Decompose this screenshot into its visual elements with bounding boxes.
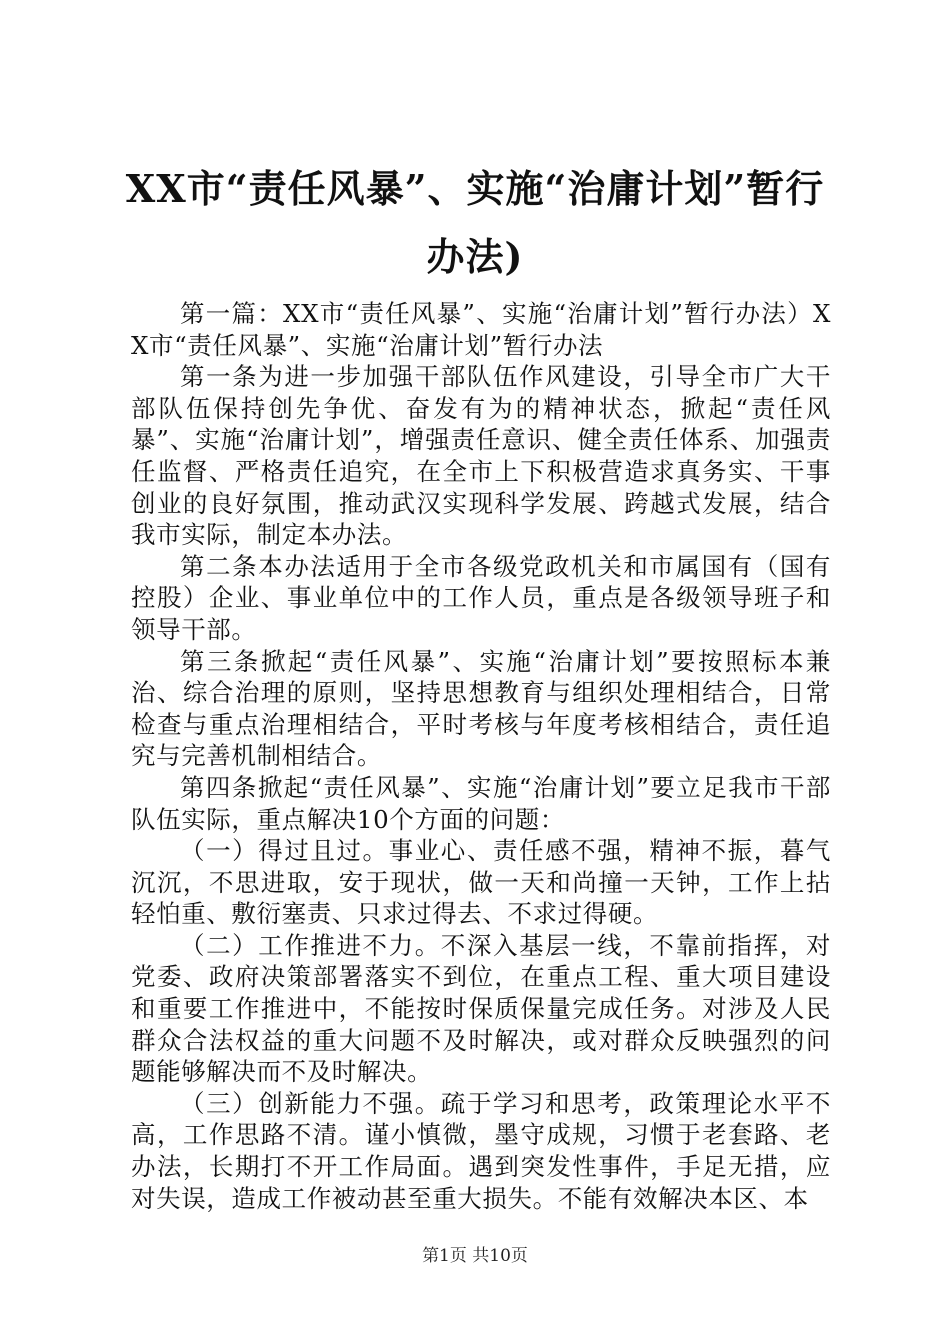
- paragraph-item-1: （一）得过且过。事业心、责任感不强，精神不振，暮气沉沉，不思进取，安于现状，做一天和尚撞一天钟，工作上拈轻怕重、敷衍塞责、只求过得去、不求过得硬。: [131, 836, 831, 929]
- paragraph-article-4: 第四条掀起“责任风暴”、实施“治庸计划”要立足我市干部队伍实际，重点解决10个方面的问题：: [131, 772, 831, 834]
- paragraph-item-2: （二）工作推进不力。不深入基层一线，不靠前指挥，对党委、政府决策部署落实不到位，在重点工程、重大项目建设和重要工作推进中，不能按时保质保量完成任务。对涉及人民群众合法权益的重大问题不及时解决，或对群众反映强烈的问题能够解决而不及时解决。: [131, 930, 831, 1087]
- page-number: 第1页 共10页: [422, 1246, 528, 1266]
- paragraph-article-2: 第二条本办法适用于全市各级党政机关和市属国有（国有控股）企业、事业单位中的工作人员，重点是各级领导班子和领导干部。: [131, 551, 831, 644]
- paragraph-article-1: 第一条为进一步加强干部队伍作风建设，引导全市广大干部队伍保持创先争优、奋发有为的精神状态，掀起“责任风暴”、实施“治庸计划”，增强责任意识、健全责任体系、加强责任监督、严格责任追究，在全市上下积极营造求真务实、干事创业的良好氛围，推动武汉实现科学发展、跨越式发展，结合我市实际，制定本办法。: [131, 362, 831, 550]
- paragraph-article-3: 第三条掀起“责任风暴”、实施“治庸计划”要按照标本兼治、综合治理的原则，坚持思想教育与组织处理相结合，日常检查与重点治理相结合，平时考核与年度考核相结合，责任追究与完善机制相结合。: [131, 646, 831, 771]
- document-title: XX市“责任风暴”、实施“治庸计划”暂行办法): [125, 166, 825, 279]
- paragraph-item-3: （三）创新能力不强。疏于学习和思考，政策理论水平不高，工作思路不清。谨小慎微，墨守成规，习惯于老套路、老办法，长期打不开工作局面。遇到突发性事件，手足无措，应对失误，造成工作被动甚至重大损失。不能有效解决本区、本: [131, 1088, 831, 1213]
- paragraph-intro: 第一篇：XX市“责任风暴”、实施“治庸计划”暂行办法）XX市“责任风暴”、实施“治庸计划”暂行办法: [131, 299, 831, 360]
- document-body: [131, 298, 831, 1214]
